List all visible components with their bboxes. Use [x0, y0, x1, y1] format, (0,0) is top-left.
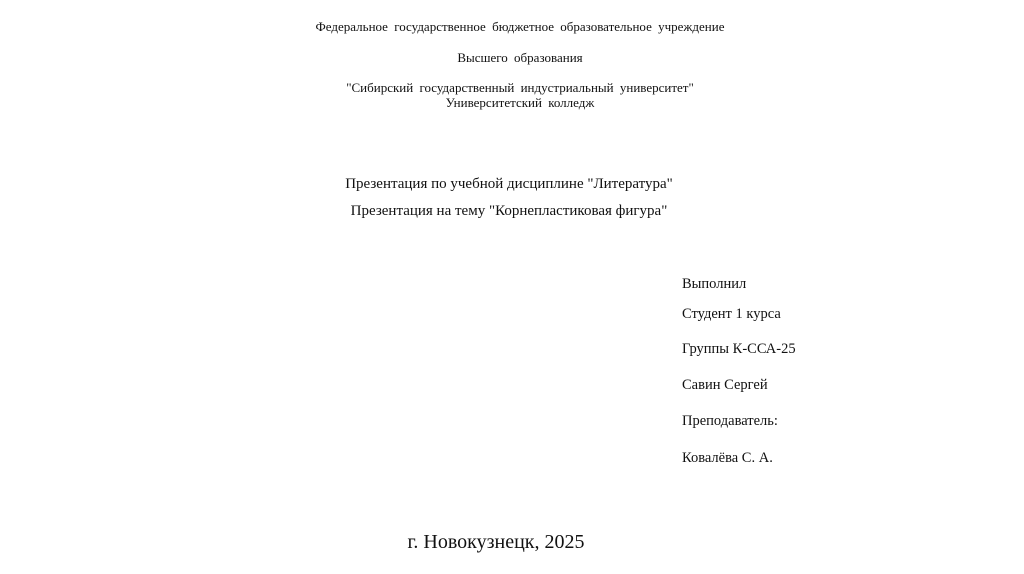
teacher-name: Ковалёва С. А.: [682, 450, 773, 466]
student-name: Савин Сергей: [682, 377, 768, 393]
education-level-line: Высшего образования: [457, 50, 583, 65]
college-name-line: Университетский колледж: [445, 95, 595, 110]
city-year: г. Новокузнецк, 2025: [407, 531, 585, 553]
discipline-title: Презентация по учебной дисциплине "Литература": [345, 176, 673, 192]
done-by-label: Выполнил: [682, 276, 747, 292]
institution-type-line: Федеральное государственное бюджетное образовательное учреждение: [315, 19, 725, 34]
student-group: Группы К-ССА-25: [682, 341, 796, 357]
topic-title: Презентация на тему "Корнепластиковая фигура": [350, 203, 668, 219]
university-name-line: "Сибирский государственный индустриальный университет": [346, 80, 694, 95]
teacher-label: Преподаватель:: [682, 413, 778, 429]
student-course: Студент 1 курса: [682, 306, 781, 322]
